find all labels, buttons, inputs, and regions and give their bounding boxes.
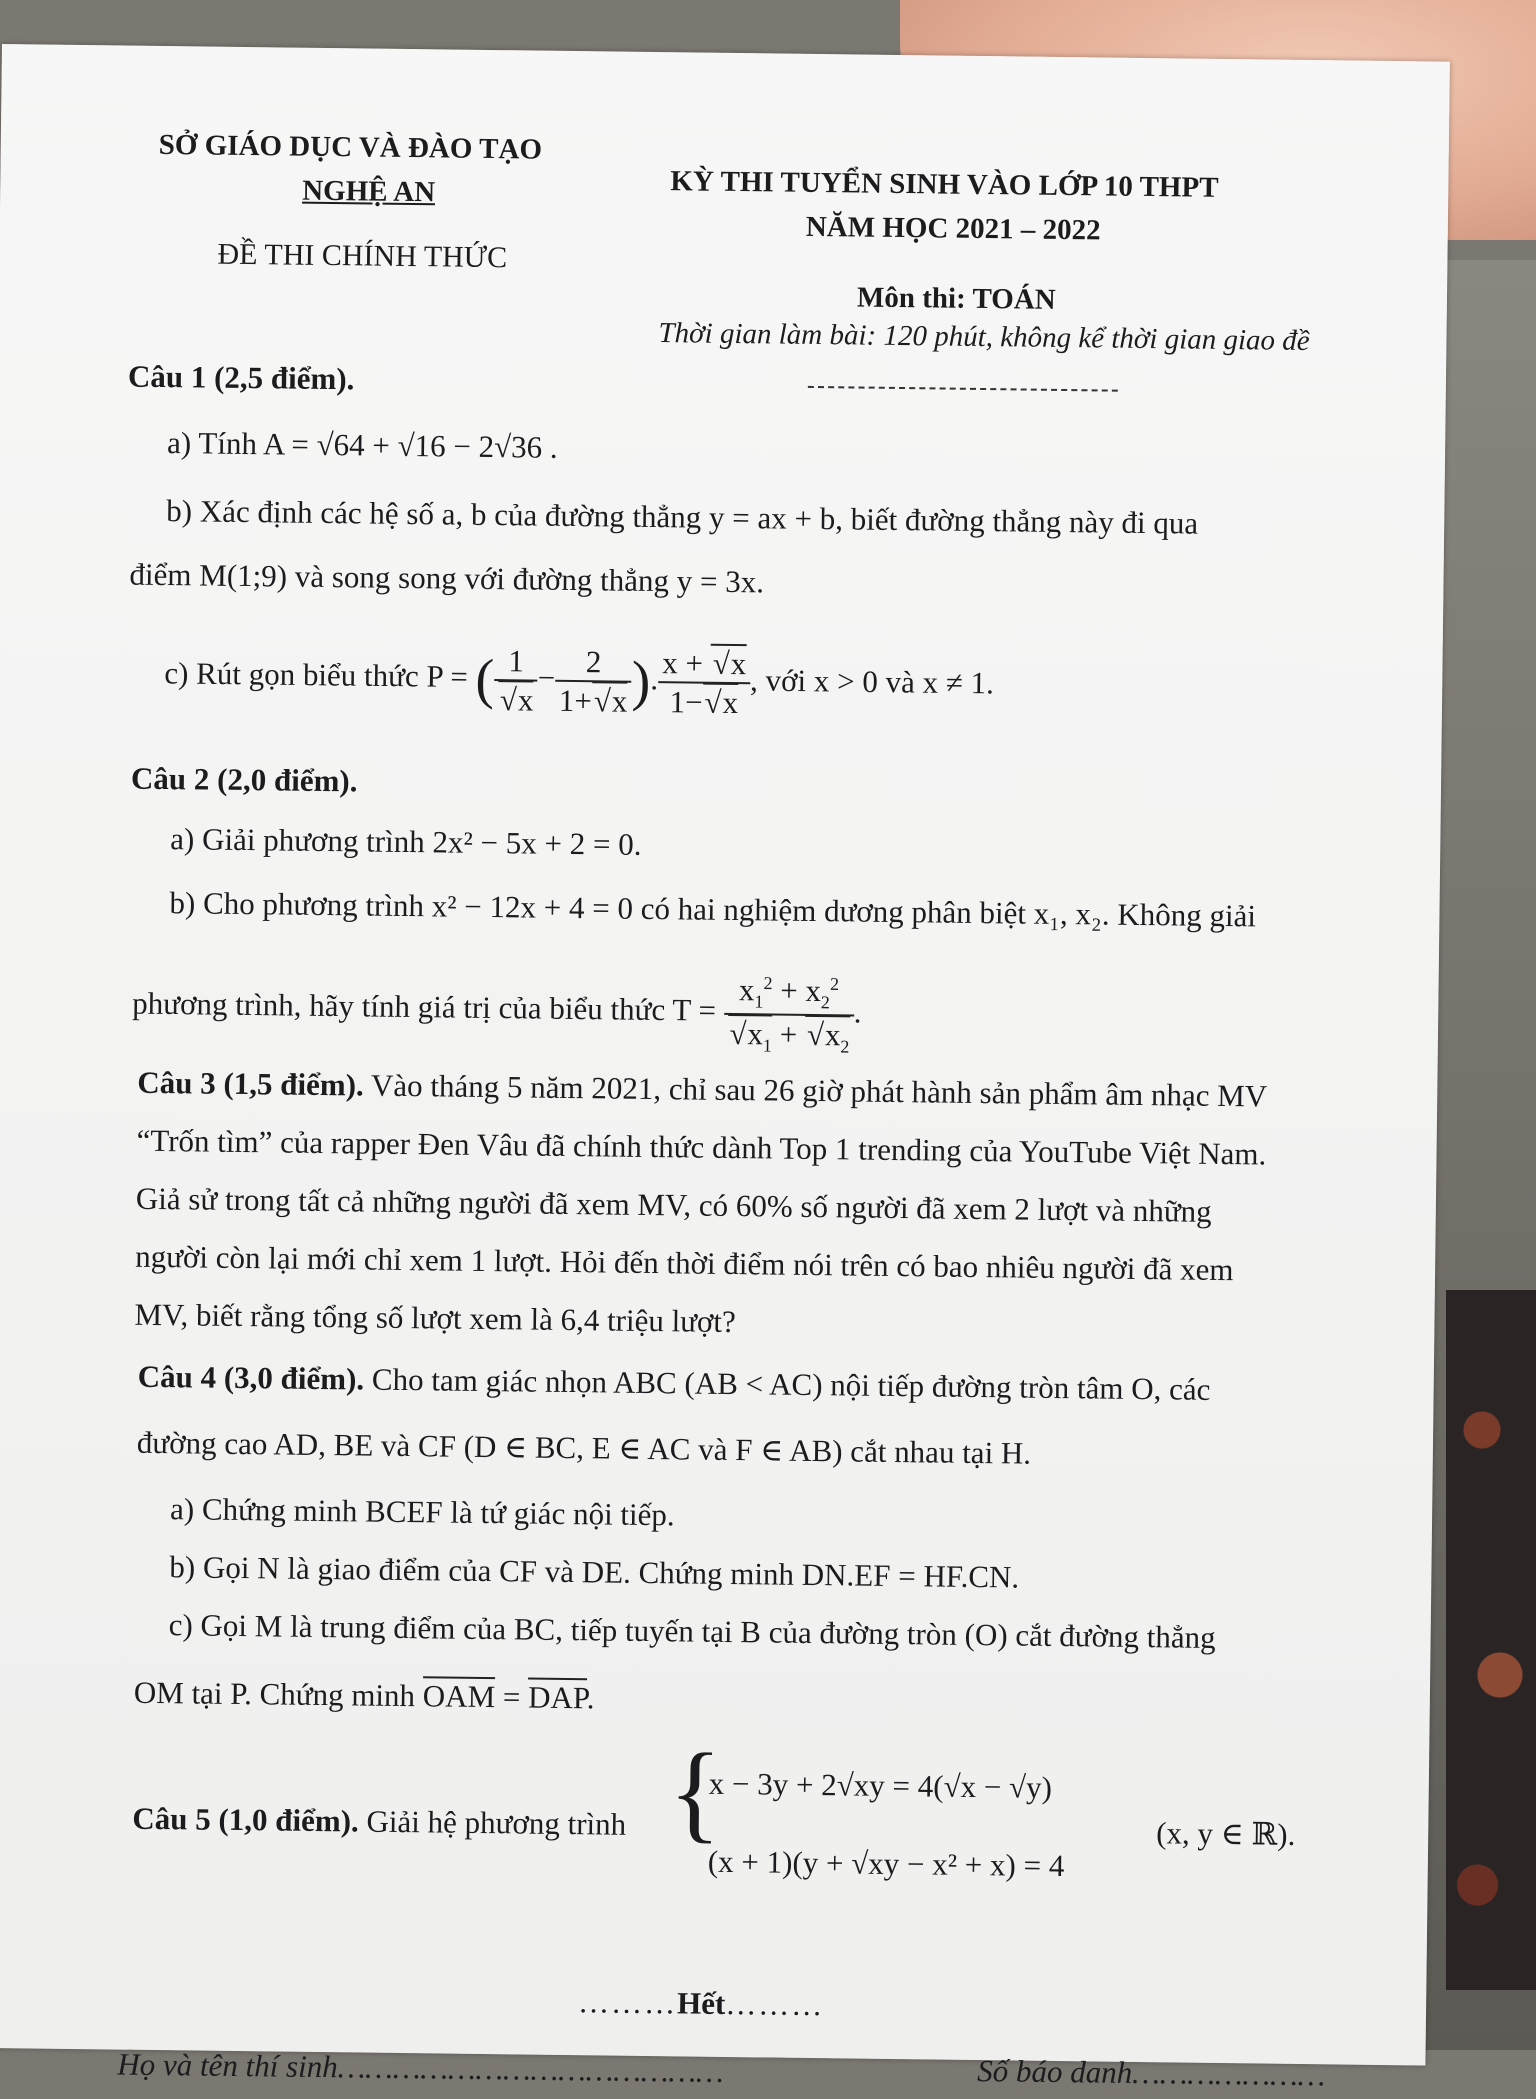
fraction-1: 1 √ x (494, 642, 538, 719)
q4-c-end: . (586, 1680, 595, 1716)
q1-b-line2: điểm M(1;9) và song song với đường thẳng y = 3x. (129, 556, 765, 600)
angle-OAM: OAM (422, 1678, 496, 1715)
q1-title: Câu 1 (2,5 điểm). (127, 358, 355, 397)
left-paren: ( (475, 648, 495, 711)
time-note: Thời gian làm bài: 120 phút, không kể thời gian giao đề (658, 317, 1310, 357)
angle-DAP: DAP (527, 1679, 587, 1716)
fraction-2: $\frac{2}{1+√ x}$ (555, 643, 632, 720)
q4-line2: đường cao AD, BE và CF (D ∈ BC, E ∈ AC và F ∈ AB) cắt nhau tại H. (136, 1424, 1032, 1471)
q2-a: a) Giải phương trình 2x² − 5x + 2 = 0. (170, 821, 642, 862)
candidate-name: Họ và tên thí sinh…………………………………… (117, 2046, 724, 2089)
fraction-3: $\frac{x + √ x}{1-√ x}$ (658, 644, 751, 721)
q4-a: a) Chứng minh BCEF là tứ giác nội tiếp. (169, 1491, 675, 1533)
q3-line2: “Trốn tìm” của rapper Đen Vâu đã chính thức dành Top 1 trending của YouTube Việt Nam. (136, 1122, 1267, 1172)
candidate-id: Số báo danh………………… (977, 2053, 1326, 2093)
q3-title: Câu 3 (1,5 điểm). (137, 1064, 364, 1103)
exam-title: KỲ THI TUYỂN SINH VÀO LỚP 10 THPT (670, 165, 1219, 204)
q4-title: Câu 4 (3,0 điểm). (137, 1358, 365, 1397)
province-name: NGHỆ AN (302, 174, 436, 209)
q4-b: b) Gọi N là giao điểm của CF và DE. Chứng minh DN.EF = HF.CN. (169, 1549, 1020, 1595)
q1-a-expr: A = √64 + √16 − 2√36 . (262, 426, 558, 465)
right-paren: ) (631, 650, 651, 713)
name-label: Họ và tên thí sinh (117, 2046, 338, 2085)
q4-line1 (138, 1358, 1211, 1408)
department-name: SỞ GIÁO DỤC VÀ ĐÀO TẠO (158, 128, 543, 166)
system-brace: { (667, 1730, 723, 1853)
q4-c-line1: c) Gọi M là trung điểm của BC, tiếp tuyến tại B của đường tròn (O) cắt đường thẳng (168, 1607, 1216, 1655)
q1-a-prefix: a) Tính (166, 425, 258, 462)
angle-equals: = (502, 1679, 521, 1715)
q3-line5: MV, biết rằng tổng số lượt xem là 6,4 triệu lượt? (134, 1296, 737, 1340)
q1-b-line1: b) Xác định các hệ số a, b của đường thẳng y = ax + b, biết đường thẳng này đi qua (166, 493, 1199, 541)
q2-b-T: T = (672, 992, 717, 1028)
end-marker: ………Hết……… (577, 1984, 825, 2023)
q1-c-P: P = (426, 658, 469, 695)
q5-eq1: x − 3y + 2√xy = 4(√x − √y) (708, 1765, 1053, 1805)
q4-text1: Cho tam giác nhọn ABC (AB < AC) nội tiếp đường tròn tâm O, các (371, 1361, 1211, 1407)
q3-line3: Giả sử trong tất cả những người đã xem MV, có 60% số người đã xem 2 lượt và những (135, 1180, 1212, 1229)
end-label: Hết (676, 1985, 726, 2021)
q5-domain: (x, y ∈ ℝ). (1156, 1815, 1296, 1852)
exam-paper (0, 44, 1450, 2093)
q1-c-prefix: c) Rút gọn biểu thức (164, 655, 419, 694)
official-label: ĐỀ THI CHÍNH THỨC (217, 237, 508, 275)
q5-eq2: (x + 1)(y + √xy − x² + x) = 4 (707, 1843, 1065, 1884)
q5-prefix: Giải hệ phương trình (366, 1803, 627, 1842)
fraction-T: $x_1^2 + x_2^2$ √ $x_1$ + √ $x_2$ (723, 971, 854, 1058)
header-divider (808, 386, 1118, 392)
q3-line1 (137, 1064, 1267, 1115)
q5-title: Câu 5 (1,0 điểm). (132, 1800, 359, 1839)
q1-c-condition: , với x > 0 và x ≠ 1. (749, 662, 995, 701)
q4-c-line2 (134, 1674, 595, 1717)
q3-line4: người còn lại mới chỉ xem 1 lượt. Hỏi đến thời điểm nói trên có bao nhiêu người đã xem (134, 1238, 1234, 1288)
background-fabric (1446, 1290, 1536, 1990)
q1-a (167, 424, 558, 466)
q2-b-line1: b) Cho phương trình x² − 12x + 4 = 0 có hai nghiệm dương phân biệt x₁, x₂. Không giải (169, 885, 1257, 934)
q1-c: c) Rút gọn biểu thức P = ( 1 √ x − $\frac{2}{1+√ x}$ ). $\frac{x + √ x}{1-√ x}$ , với x > 0 và x ≠ 1. (164, 638, 994, 725)
q2-b-prefix: phương trình, hãy tính giá trị của biểu thức (132, 985, 666, 1028)
q4-c-prefix: OM tại P. Chứng minh (133, 1674, 416, 1714)
subject: Môn thi: TOÁN (856, 281, 1056, 316)
school-year: NĂM HỌC 2021 – 2022 (805, 210, 1101, 247)
q2-b-line2: phương trình, hãy tính giá trị của biểu thức T = $x_1^2 + x_2^2$ √ $x_1$ + √ $x_2$ . (132, 964, 862, 1058)
q2-title: Câu 2 (2,0 điểm). (130, 760, 358, 799)
q5-line (132, 1800, 626, 1843)
id-label: Số báo danh (977, 2053, 1133, 2090)
q3-text1: Vào tháng 5 năm 2021, chỉ sau 26 giờ phát hành sản phẩm âm nhạc MV (370, 1067, 1268, 1114)
